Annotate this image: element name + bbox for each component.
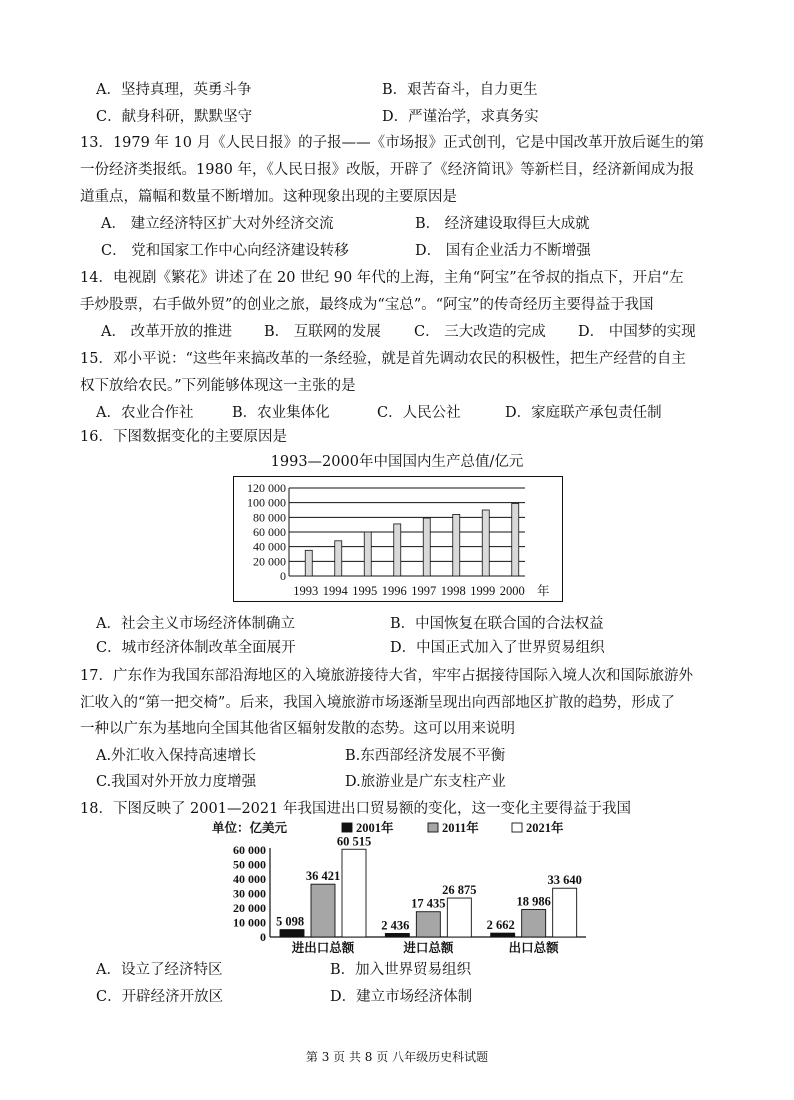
q12-option-d: D．严谨治学，求真务实 <box>382 109 539 125</box>
chart1-ytick: 0 <box>280 569 286 583</box>
chart1-bar <box>305 550 312 576</box>
q17-option-d: D.旅游业是广东支柱产业 <box>345 774 506 790</box>
chart2-legend-swatch <box>428 823 438 832</box>
q12-option-a: A．坚持真理，英勇斗争 <box>96 82 252 98</box>
q14-stem-line2: 手炒股票，右手做外贸”的创业之旅，最终成为“宝总”。“阿宝”的传奇经历主要得益于我国 <box>80 297 654 313</box>
chart1-bar <box>423 518 430 576</box>
chart1-xtick: 1996 <box>381 584 407 598</box>
chart1-bar <box>453 514 460 576</box>
chart2-data-label: 33 640 <box>547 873 582 888</box>
chart2-bar <box>416 912 440 937</box>
chart2-data-label: 17 435 <box>411 896 446 911</box>
chart2-bar <box>447 898 471 937</box>
q18-stem: 18．下图反映了 2001—2021 年我国进出口贸易额的变化，这一变化主要得益于我国 <box>80 801 631 817</box>
q14-stem-line1: 14．电视剧《繁花》讲述了在 20 世纪 90 年代的上海，主角“阿宝”在爷叔的指点下，开启“左 <box>80 270 684 286</box>
chart2-ytick: 30 000 <box>233 886 266 901</box>
chart2-data-label: 5 098 <box>275 914 305 929</box>
chart2-unit-label: 单位：亿美元 <box>212 821 288 835</box>
q16-option-d: D．中国正式加入了世界贸易组织 <box>390 640 605 656</box>
q15-option-b: B．农业集体化 <box>232 405 330 421</box>
chart1-xtick: 1995 <box>352 584 378 598</box>
chart2-legend-swatch <box>342 823 352 832</box>
q17-stem-line1: 17．广东作为我国东部沿海地区的入境旅游接待大省，牢牢占据接待国际入境人次和国际旅游外 <box>80 668 693 684</box>
q13-option-d: D． 国有企业活力不断增强 <box>415 243 591 259</box>
chart2-data-label: 2 436 <box>381 918 410 933</box>
q14-option-c: C． 三大改造的完成 <box>414 324 546 340</box>
chart2-bar <box>522 909 546 937</box>
chart1-bar <box>482 510 489 576</box>
chart2-data-label: 18 986 <box>516 894 551 909</box>
q16-option-a: A．社会主义市场经济体制确立 <box>96 616 295 632</box>
chart2-legend-label: 2001年 <box>356 821 394 835</box>
chart1-ytick: 80 000 <box>253 510 286 525</box>
chart2-data-label: 36 421 <box>305 869 341 884</box>
q14-option-d: D． 中国梦的实现 <box>578 324 696 340</box>
chart1-xtick: 2000 <box>499 584 525 598</box>
chart1-title: 1993—2000年中国国内生产总值/亿元 <box>270 454 524 470</box>
q13-option-b: B． 经济建设取得巨大成就 <box>415 216 590 232</box>
chart2-ytick: 60 000 <box>233 843 266 857</box>
q18-option-b: B．加入世界贸易组织 <box>330 962 472 978</box>
q18-option-d: D．建立市场经济体制 <box>330 989 473 1005</box>
chart2-bar <box>385 933 409 937</box>
q17-option-b: B.东西部经济发展不平衡 <box>345 748 506 764</box>
chart2-ytick: 40 000 <box>233 872 266 886</box>
q15-stem-line2: 权下放给农民。”下列能够体现这一主张的是 <box>80 378 356 394</box>
q17-stem-line3: 一种以广东为基地向全国其他省区辐射发散的态势。这可以用来说明 <box>80 721 515 737</box>
q17-stem-line2: 汇收入的“第一把交椅”。后来，我国入境旅游市场逐渐呈现出向西部地区扩散的趋势，形成了 <box>80 695 675 711</box>
q14-option-b: B． 互联网的发展 <box>264 324 381 340</box>
chart2-data-label: 26 875 <box>442 883 477 898</box>
q13-stem-line3: 道重点，篇幅和数量不断增加。这种现象出现的主要原因是 <box>80 189 457 205</box>
chart1-bar <box>335 541 342 576</box>
chart2-data-label: 60 515 <box>336 834 372 849</box>
page-footer: 第 3 页 共 8 页 八年级历史科试题 <box>305 1050 489 1064</box>
chart1-xtick: 1997 <box>411 584 437 598</box>
chart2-xtick: 出口总额 <box>508 941 559 955</box>
chart2-bar <box>311 884 335 937</box>
chart1-ytick: 60 000 <box>253 525 286 539</box>
chart2-xtick: 进口总额 <box>403 941 454 955</box>
q13-option-c: C． 党和国家工作中心向经济建设转移 <box>101 243 349 259</box>
chart1-bar <box>394 524 401 576</box>
chart1-xtick: 1998 <box>440 584 466 598</box>
q17-option-a: A.外汇收入保持高速增长 <box>96 748 257 764</box>
chart2-xtick: 进出口总额 <box>291 941 355 955</box>
chart1-bar <box>364 532 371 576</box>
chart2-bar <box>491 933 515 937</box>
q16-option-c: C．城市经济体制改革全面展开 <box>96 640 296 656</box>
chart2-data-label: 2 662 <box>486 918 515 933</box>
q13-stem-line2: 一份经济类报纸。1980 年，《人民日报》改版，开辟了《经济简讯》等新栏目，经济新闻成为报 <box>80 162 695 178</box>
chart1-x-suffix: 年 <box>537 584 550 598</box>
trade-bar-chart <box>200 818 600 960</box>
q16-stem: 16．下图数据变化的主要原因是 <box>80 429 287 445</box>
chart1-bar <box>512 503 519 576</box>
chart1-ytick: 20 000 <box>253 554 286 569</box>
q13-option-a: A． 建立经济特区扩大对外经济交流 <box>101 216 334 232</box>
q15-option-a: A．农业合作社 <box>96 405 194 421</box>
q12-option-b: B．艰苦奋斗，自力更生 <box>382 82 538 98</box>
q12-option-c: C．献身科研，默默坚守 <box>96 109 253 125</box>
chart1-xtick: 1999 <box>470 584 496 598</box>
q14-option-a: A． 改革开放的推进 <box>101 324 233 340</box>
chart2-bar <box>553 888 577 937</box>
q15-stem-line1: 15．邓小平说：“这些年来搞改革的一条经验，就是首先调动农民的积极性，把生产经营的自主 <box>80 351 686 367</box>
chart2-legend-label: 2011年 <box>442 821 479 835</box>
chart2-ytick: 10 000 <box>233 915 266 930</box>
chart1-ytick: 100 000 <box>247 495 286 510</box>
chart1-xtick: 1994 <box>322 584 348 598</box>
chart1-ytick: 120 000 <box>247 481 286 495</box>
chart2-legend-label: 2021年 <box>526 821 564 835</box>
chart2-ytick: 20 000 <box>233 901 266 915</box>
gdp-bar-chart <box>233 476 563 602</box>
chart2-ytick: 50 000 <box>233 857 266 872</box>
q15-option-d: D．家庭联产承包责任制 <box>505 405 662 421</box>
chart2-legend-swatch <box>512 823 522 832</box>
chart2-bar <box>342 849 366 937</box>
q13-stem-line1: 13．1979 年 10 月《人民日报》的子报——《市场报》正式创刊，它是中国改革开放后诞生的第 <box>80 135 705 151</box>
q18-option-c: C．开辟经济开放区 <box>96 989 224 1005</box>
q18-option-a: A．设立了经济特区 <box>96 962 223 978</box>
q16-option-b: B．中国恢复在联合国的合法权益 <box>390 616 604 632</box>
chart2-bar <box>280 930 304 937</box>
chart1-ytick: 40 000 <box>253 539 286 554</box>
chart1-xtick: 1993 <box>293 584 319 598</box>
q17-option-c: C.我国对外开放力度增强 <box>96 774 257 790</box>
chart2-ytick: 0 <box>260 930 266 944</box>
q15-option-c: C．人民公社 <box>377 405 461 421</box>
